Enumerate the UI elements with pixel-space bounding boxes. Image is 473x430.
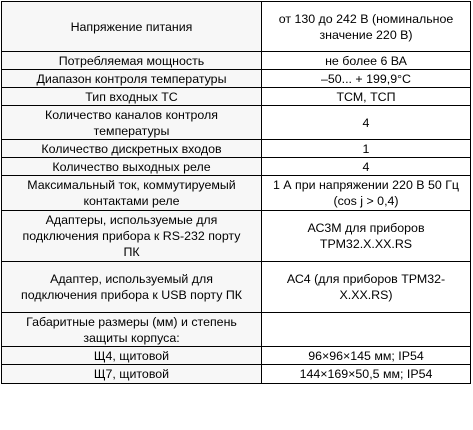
table-row — [2, 70, 471, 88]
specifications-table — [1, 1, 471, 384]
table-row — [2, 262, 471, 313]
table-row — [2, 211, 471, 262]
value-cell-housing-sh7: 144×169×50,5 мм; IP54 — [262, 365, 471, 384]
value-cell-output-relays: 4 — [262, 158, 471, 176]
value-cell-housing-sh4: 96×96×145 мм; IP54 — [262, 347, 471, 365]
param-cell-max-current: Максимальный ток, коммутируемый контактами реле — [2, 176, 262, 211]
param-cell-power-consumption: Потребляемая мощность — [2, 52, 262, 70]
param-cell-housing-sh7: Щ7, щитовой — [2, 365, 262, 384]
table-row — [2, 313, 471, 347]
param-cell-temperature-range: Диапазон контроля температуры — [2, 70, 262, 88]
param-cell-output-relays: Количество выходных реле — [2, 158, 262, 176]
table-row — [2, 52, 471, 70]
param-cell-rs232-adapters: Адаптеры, используемые для подключения прибора к RS-232 порту ПК — [2, 211, 262, 262]
param-cell-dimensions-header: Габаритные размеры (мм) и степень защиты корпуса: — [2, 313, 262, 347]
table-row — [2, 2, 471, 52]
param-cell-usb-adapter: Адаптер, используемый для подключения прибора к USB порту ПК — [2, 262, 262, 313]
param-cell-housing-sh4: Щ4, щитовой — [2, 347, 262, 365]
param-cell-channel-count: Количество каналов контроля температуры — [2, 106, 262, 140]
table-row — [2, 88, 471, 106]
table-row — [2, 106, 471, 140]
value-cell-supply-voltage: от 130 до 242 В (номинальное значение 220 В) — [262, 2, 471, 52]
param-cell-discrete-inputs: Количество дискретных входов — [2, 140, 262, 158]
value-cell-channel-count: 4 — [262, 106, 471, 140]
param-cell-input-type: Тип входных ТС — [2, 88, 262, 106]
value-cell-power-consumption: не более 6 ВА — [262, 52, 471, 70]
param-cell-supply-voltage: Напряжение питания — [2, 2, 262, 52]
value-cell-temperature-range: –50... + 199,9°С — [262, 70, 471, 88]
table-row — [2, 140, 471, 158]
value-cell-input-type: ТСМ, ТСП — [262, 88, 471, 106]
value-cell-usb-adapter: АС4 (для приборов ТРМ32- Х.ХХ.RS) — [262, 262, 471, 313]
value-cell-rs232-adapters: АС3М для приборов ТРМ32.Х.ХХ.RS — [262, 211, 471, 262]
table-row — [2, 158, 471, 176]
value-cell-dimensions-header — [262, 313, 471, 347]
table-row — [2, 176, 471, 211]
table-row — [2, 365, 471, 384]
value-cell-discrete-inputs: 1 — [262, 140, 471, 158]
value-cell-max-current: 1 А при напряжении 220 В 50 Гц (cos j > 0,4) — [262, 176, 471, 211]
table-row — [2, 347, 471, 365]
